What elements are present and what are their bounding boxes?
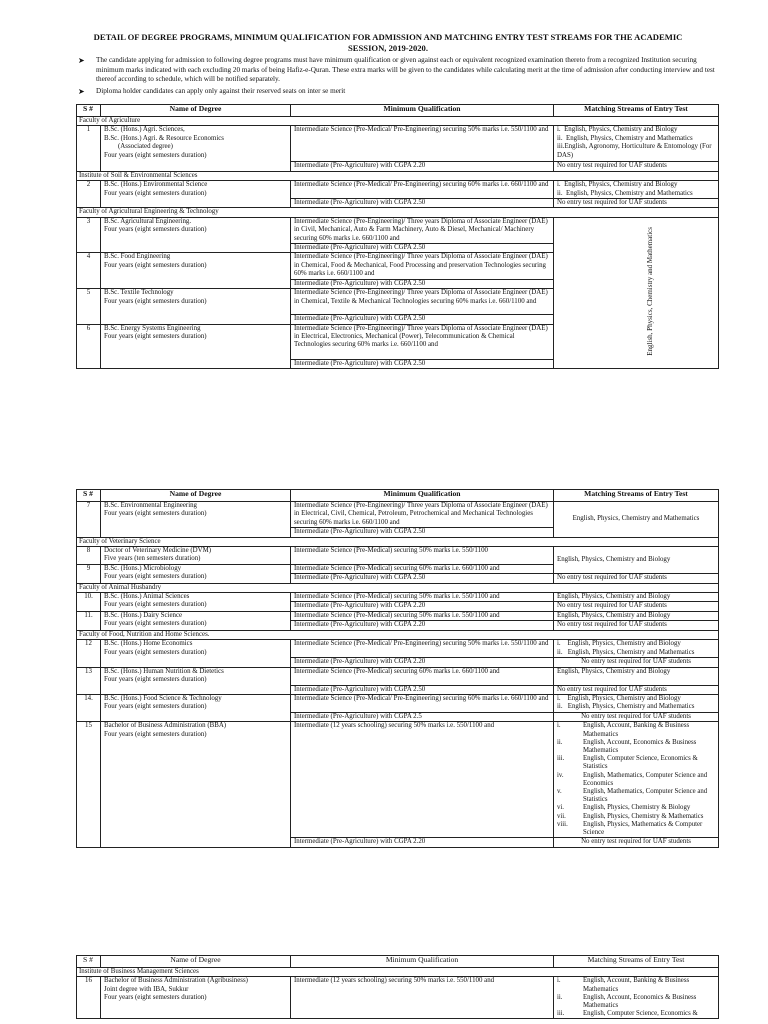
stream-list [557,722,715,837]
degree-name [101,289,291,324]
stream-cell: English, Physics, Chemistry and Biology [554,547,719,574]
qualification: Intermediate Science (Pre-Engineering)/ Three years Diploma of Associate Engineer (DAE) in Chemical, Food & Mechanical, Food Processing and preservation Technologies securing 60% marks i.e. 660/1100 and [291,253,554,279]
stream-item: iii. English, Computer Science, Economics & Statistics [557,755,698,771]
faculty-heading: Faculty of Animal Husbandry [77,583,719,592]
vertical-stream-text: English, Physics, Chemistry and Mathematics [645,226,654,356]
degree-line: B.Sc. Food Engineering [104,253,171,261]
stream-item: vi. English, Physics, Chemistry & Biology [557,804,691,812]
degree-name [101,640,291,667]
degree-line: Joint degree with IBA, Sukkur [104,985,189,993]
stream-item: English, Physics, Chemistry and Mathematics [566,189,693,197]
stream-cell: No entry test required for UAF students [554,574,719,583]
degree-line: B.Sc. Agricultural Engineering. [104,217,192,225]
row-sn: 11. [77,611,101,630]
qualification: Intermediate Science (Pre-Engineering)/ Three years Diploma of Associate Engineer (DAE) in Electrical, Civil, Chemical, Petroleum, Petrochemical and Mechanical Technologies securing 60% marks i.e. 660/1100 and [291,502,554,528]
row-sn: 12 [77,640,101,667]
header-qualification: Minimum Qualification [291,490,554,502]
row-sn: 14. [77,694,101,721]
degree-line: B.Sc. (Hons.) Animal Sciences [104,593,190,601]
stream-item: English, Physics, Chemistry and Biology [567,640,681,648]
degree-line: B.Sc. (Hons.) Home Economics [104,640,193,648]
degree-line: (Associated degree) [118,143,173,151]
degree-line: B.Sc. Textile Technology [104,289,174,297]
qualification: Intermediate (Pre-Agriculture) with CGPA 2.20 [291,162,554,171]
qualification: Intermediate (Pre-Agriculture) with CGPA 2.50 [291,199,554,208]
degree-line: Bachelor of Business Administration (Agribusiness) [104,977,248,985]
table-row [77,722,719,838]
stream-item: English, Physics, Chemistry and Mathematics [567,703,695,711]
row-sn: 1 [77,126,101,171]
table-row [77,502,719,528]
degree-duration: Four years (eight semesters duration) [104,297,207,305]
stream-cell: No entry test required for UAF students [554,658,719,667]
degree-duration: Four years (eight semesters duration) [104,703,207,711]
row-sn: 10. [77,593,101,612]
degree-line: Doctor of Veterinary Medicine (DVM) [104,547,212,555]
stream-cell: No entry test required for UAF students [554,602,719,611]
stream-item: English, Physics, Chemistry and Biology [564,181,678,189]
table-row [77,217,719,243]
qualification: Intermediate Science (Pre-Medical/ Pre-Engineering) securing 50% marks i.e. 550/1100 and [291,640,554,658]
header-stream: Matching Streams of Entry Test [554,105,719,117]
stream-cell-merged [554,217,719,368]
qualification: Intermediate Science (Pre-Engineering)/ Three years Diploma of Associate Engineer (DAE) in Civil, Mechanical, Auto & Farm Machinery, Auto & Diesel, Mechanical/ Machinery securing 60% marks i.e. 660/1100 and [291,217,554,243]
table-row [77,611,719,620]
table-row [77,181,719,199]
degree-duration: Four years (eight semesters duration) [104,601,207,609]
row-sn: 3 [77,217,101,253]
table-row [77,126,719,162]
table-row [77,547,719,565]
header-name: Name of Degree [101,105,291,117]
faculty-heading: Faculty of Agricultural Engineering & Technology [77,208,719,217]
row-sn: 6 [77,324,101,368]
header-name: Name of Degree [101,490,291,502]
stream-item: viii. English, Physics, Mathematics & Computer Science [557,820,703,836]
degree-name [101,611,291,630]
degree-name [101,253,291,289]
faculty-heading: Faculty of Agriculture [77,117,719,126]
document-title [80,32,696,54]
header-sn: S # [77,490,101,502]
stream-cell: No entry test required for UAF students [554,162,719,171]
stream-item: v. English, Mathematics, Computer Science and Statistics [557,787,708,804]
degree-duration: Four years (eight semesters duration) [104,510,207,518]
header-name: Name of Degree [101,956,291,968]
stream-item: i. English, Physics, Chemistry and Biology [557,126,678,134]
instructions-list [78,56,718,98]
stream-item: ii. English, Physics, Chemistry and Mathematics [557,134,693,142]
table-header-row [77,956,719,968]
degree-name [101,181,291,208]
table-header-row [77,105,719,117]
instruction-item [78,56,718,85]
qualification: Intermediate (Pre-Agriculture) with CGPA 2.5 [291,712,554,721]
stream-cell: No entry test required for UAF students [554,685,719,694]
arrow-bullet-icon: ➤ [78,86,85,96]
degree-name [101,126,291,171]
institute-heading: Institute of Business Management Sciences [77,968,719,977]
degree-duration: Four years (eight semesters duration) [104,730,207,738]
degree-duration: Five years (ten semesters duration) [104,555,201,563]
qualification: Intermediate (Pre-Agriculture) with CGPA 2.50 [291,279,554,288]
degree-duration: Four years (eight semesters duration) [104,151,207,159]
degree-name [101,977,291,1019]
qualification: Intermediate Science (Pre-Engineering)/ Three years Diploma of Associate Engineer (DAE) in Electrical, Electronics, Mechanical (Power), Telecommunication & Chemical Technologies securing 60% marks i.e. 660/1100 and [291,324,554,359]
qualification: Intermediate (12 years schooling) securing 50% marks i.e. 550/1100 and [291,977,554,1019]
degree-name [101,324,291,368]
table-row [77,977,719,1019]
qualification: Intermediate Science (Pre-Medical) securing 60% marks i.e. 660/1100 and [291,667,554,685]
arrow-bullet-icon: ➤ [78,56,85,65]
faculty-heading: Faculty of Food, Nutrition and Home Sciences. [77,630,719,639]
stream-item: iv. English, Mathematics, Computer Science and Economics [557,771,708,787]
stream-item: vii. English, Physics, Chemistry & Mathematics [557,812,704,820]
qualification: Intermediate Science (Pre-Medical/ Pre-Engineering) securing 60% marks i.e. 660/1100 and [291,181,554,199]
row-sn: 13 [77,667,101,694]
degree-line: B.Sc. (Hons.) Microbiology [104,564,182,572]
degree-name [101,547,291,565]
stream-cell: English, Physics, Chemistry and Biology [554,611,719,620]
header-qualification: Minimum Qualification [291,956,554,968]
degree-duration: Four years (eight semesters duration) [104,261,207,269]
degree-duration: Four years (eight semesters duration) [104,675,207,683]
qualification: Intermediate (Pre-Agriculture) with CGPA 2.20 [291,838,554,847]
degree-duration: Four years (eight semesters duration) [104,994,207,1002]
degree-duration: Four years (eight semesters duration) [104,648,207,656]
qualification: Intermediate Science (Pre-Medical) securing 50% marks i.e. 550/1100 and [291,611,554,620]
qualification: Intermediate Science (Pre-Medical) securing 60% marks i.e. 660/1100 and [291,564,554,573]
stream-cell: No entry test required for UAF students [554,621,719,630]
degree-line: B.Sc. (Hons.) Environmental Science [104,181,208,189]
degree-name [101,502,291,538]
qualification: Intermediate Science (Pre-Medical/ Pre-Engineering) securing 50% marks i.e. 550/1100 and [291,126,554,162]
row-sn: 15 [77,722,101,847]
header-stream: Matching Streams of Entry Test [554,490,719,502]
degree-name [101,667,291,694]
table-row [77,667,719,685]
table-row [77,694,719,712]
programs-table-2 [76,489,719,848]
stream-item: English, Physics, Chemistry and Biology [567,694,681,702]
faculty-heading: Faculty of Veterinary Science [77,537,719,546]
stream-item: English, Physics, Chemistry and Mathematics [567,648,695,656]
degree-name [101,564,291,583]
stream-cell: English, Physics, Chemistry and Biology [554,667,719,685]
table-row [77,593,719,602]
stream-cell: English, Physics, Chemistry and Mathematics [554,502,719,538]
qualification: Intermediate (Pre-Agriculture) with CGPA 2.50 [291,359,554,368]
degree-line: B.Sc. Energy Systems Engineering [104,324,201,332]
qualification: Intermediate (Pre-Agriculture) with CGPA 2.50 [291,315,554,324]
programs-table-3 [76,955,719,1019]
row-sn: 2 [77,181,101,208]
qualification: Intermediate (Pre-Agriculture) with CGPA 2.20 [291,602,554,611]
row-sn: 8 [77,547,101,565]
row-sn: 7 [77,502,101,538]
stream-cell: No entry test required for UAF students [554,199,719,208]
table-row [77,640,719,658]
stream-cell [554,722,719,838]
degree-name [101,593,291,612]
stream-item: i. English, Account, Banking & Business Mathematics [557,977,690,993]
stream-cell: No entry test required for UAF students [554,838,719,847]
qualification: Intermediate (Pre-Agriculture) with CGPA 2.50 [291,685,554,694]
row-sn: 16 [77,977,101,1019]
degree-duration: Four years (eight semesters duration) [104,332,207,340]
header-sn: S # [77,956,101,968]
qualification: Intermediate Science (Pre-Medical) securing 50% marks i.e. 550/1100 and [291,593,554,602]
degree-line: B.Sc. Environmental Engineering [104,502,198,509]
stream-item: iii.English, Agronomy, Horticulture & Entomology (For DAS) [557,143,712,159]
institute-heading: Institute of Soil & Environmental Sciences [77,171,719,180]
degree-name [101,722,291,847]
qualification: Intermediate Science (Pre-Medical/ Pre-Engineering) securing 60% marks i.e. 660/1100 and [291,694,554,712]
degree-line: B.Sc. (Hons.) Human Nutrition & Dietetics [104,667,224,675]
stream-item: i. English, Account, Banking & Business Mathematics [557,722,690,738]
degree-name [101,694,291,721]
stream-cell: No entry test required for UAF students [554,712,719,721]
stream-cell: i. English, Physics, Chemistry and Biology ii. English, Physics, Chemistry and Mathematics [554,640,719,658]
degree-name [101,217,291,253]
degree-line: B.Sc. (Hons.) Agri. & Resource Economics [104,134,224,142]
table-header-row [77,490,719,502]
programs-table-1 [76,104,719,369]
stream-item: ii. English, Account, Economics & Business Mathematics [557,993,697,1010]
degree-line: Bachelor of Business Administration (BBA) [104,722,227,730]
degree-duration: Four years (eight semesters duration) [104,620,207,628]
qualification: Intermediate (12 years schooling) securing 50% marks i.e. 550/1100 and [291,722,554,838]
instruction-text: Diploma holder candidates can apply only against their reserved seats on inter se merit [96,86,346,95]
row-sn: 5 [77,289,101,324]
qualification: Intermediate Science (Pre-Medical) securing 50% marks i.e. 550/1100 [291,547,554,565]
instruction-text: The candidate applying for admission to following degree programs must have minimum qualification or given against each or equivalent recognized examination thereto from a recognized Institution securing minimum marks indicated with each excluding 20 marks of being Hafiz-e-Quran. These extra marks will be given to the candidates while calculating merit at the time of admission after conducting interview and test thereof according to schedule, which will be notified separately. [96,56,715,84]
degree-line: B.Sc. (Hons.) Dairy Science [104,611,183,619]
title-line-1: DETAIL OF DEGREE PROGRAMS, MINIMUM QUALIFICATION FOR ADMISSION AND MATCHING ENTRY TEST STREAMS FOR THE ACADEMIC [93,32,683,42]
qualification: Intermediate (Pre-Agriculture) with CGPA 2.50 [291,528,554,537]
header-stream: Matching Streams of Entry Test [554,956,719,968]
stream-cell [554,977,719,1019]
header-qualification: Minimum Qualification [291,105,554,117]
stream-cell [554,126,719,162]
stream-list [557,977,715,1018]
degree-line: B.Sc. (Hons.) Food Science & Technology [104,694,222,702]
instruction-item [78,87,718,97]
stream-cell: i. English, Physics, Chemistry and Biology ii. English, Physics, Chemistry and Mathematics [554,694,719,712]
qualification: Intermediate (Pre-Agriculture) with CGPA 2.50 [291,244,554,253]
stream-item: iii. English, Computer Science, Economics & [557,1010,698,1018]
header-sn: S # [77,105,101,117]
degree-duration: Four years (eight semesters duration) [104,573,207,581]
qualification: Intermediate Science (Pre-Engineering)/ Three years Diploma of Associate Engineer (DAE) in Chemical, Textile & Mechanical Technologies securing 60% marks i.e. 660/1100 and [291,289,554,315]
degree-duration: Four years (eight semesters duration) [104,189,207,197]
qualification: Intermediate (Pre-Agriculture) with CGPA 2.20 [291,658,554,667]
title-line-2: SESSION, 2019-2020. [348,43,428,53]
stream-cell: English, Physics, Chemistry and Biology [554,593,719,602]
stream-cell: i. English, Physics, Chemistry and Biology ii. English, Physics, Chemistry and Mathematics [554,181,719,199]
qualification: Intermediate (Pre-Agriculture) with CGPA 2.50 [291,574,554,583]
stream-item: ii. English, Account, Economics & Business Mathematics [557,738,697,754]
qualification: Intermediate (Pre-Agriculture) with CGPA 2.20 [291,621,554,630]
row-sn: 4 [77,253,101,289]
degree-line: B.Sc. (Hons.) Agri. Sciences, [104,126,185,134]
degree-duration: Four years (eight semesters duration) [104,226,207,234]
row-sn: 9 [77,564,101,583]
